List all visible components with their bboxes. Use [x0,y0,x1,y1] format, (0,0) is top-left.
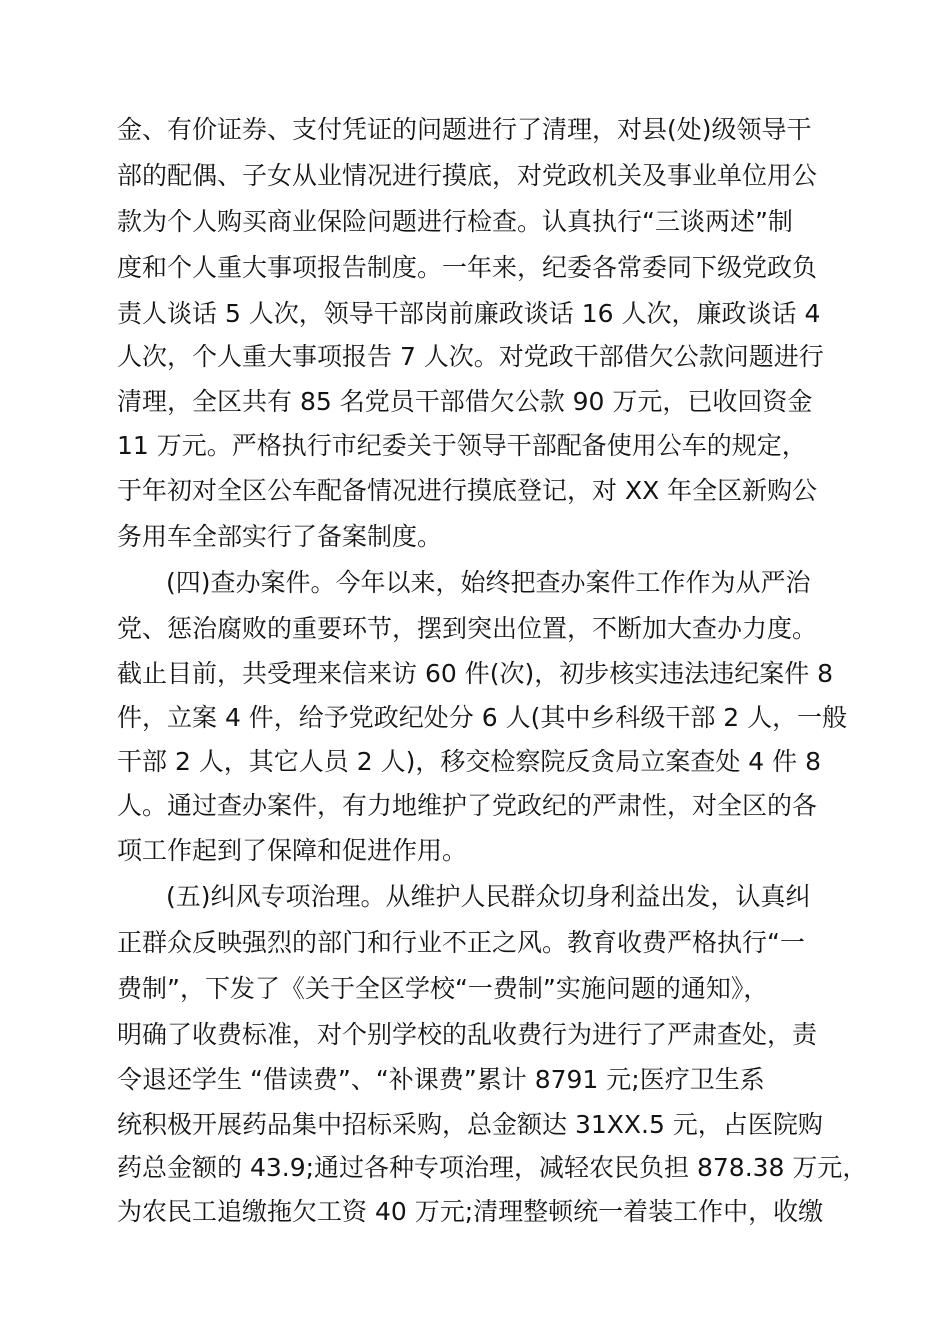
text-line: 正群众反映强烈的部门和行业不正之风。教育收费严格执行“一 [117,928,805,957]
text-line: 费制”，下发了《关于全区学校“一费制”实施问题的通知》， [117,974,769,1003]
text-line: 件，立案 4 件，给予党政纪处分 6 人(其中乡科级干部 2 人，一般 [117,703,848,732]
text-line: 党、惩治腐败的重要环节，摆到突出位置，不断加大查办力度。 [117,614,818,643]
section-heading-line: (四)查办案件。今年以来，始终把查办案件工作作为从严治 [166,568,811,597]
text-line: 项工作起到了保障和促进作用。 [117,836,468,865]
text-line: 11 万元。严格执行市纪委关于领导干部配备使用公车的规定， [117,431,807,460]
text-line: 药总金额的 43.9;通过各种专项治理，减轻农民负担 878.38 万元， [117,1153,868,1182]
text-line: 明确了收费标准，对个别学校的乱收费行为进行了严肃查处，责 [117,1020,818,1049]
text-line: 清理，全区共有 85 名党员干部借欠公款 90 万元，已收回资金 [117,387,813,416]
text-line: 人。通过查办案件，有力地维护了党政纪的严肃性，对全区的各 [117,791,818,820]
text-line: 款为个人购买商业保险问题进行检查。认真执行“三谈两述”制 [117,207,793,236]
text-line: 令退还学生 “借读费”、“补课费”累计 8791 元;医疗卫生系 [117,1065,765,1094]
text-line: 部的配偶、子女从业情况进行摸底，对党政机关及事业单位用公 [117,161,818,190]
text-line: 截止目前，共受理来信来访 60 件(次)，初步核实违法违纪案件 8 [117,659,834,688]
text-line: 务用车全部实行了备案制度。 [117,522,443,551]
text-line: 统积极开展药品集中招标采购，总金额达 31XX.5 元，占医院购 [117,1110,823,1139]
text-line: 为农民工追缴拖欠工资 40 万元;清理整顿统一着装工作中，收缴 [117,1197,824,1226]
section-heading-line: (五)纠风专项治理。从维护人民群众切身利益出发，认真纠 [166,882,811,911]
text-line: 责人谈话 5 人次，领导干部岗前廉政谈话 16 人次，廉政谈话 4 [117,299,821,328]
text-line: 金、有价证券、支付凭证的问题进行了清理，对县(处)级领导干 [117,115,812,144]
text-line: 于年初对全区公车配备情况进行摸底登记，对 XX 年全区新购公 [117,476,818,505]
text-line: 干部 2 人，其它人员 2 人)，移交检察院反贪局立案查处 4 件 8 [117,747,822,776]
text-line: 度和个人重大事项报告制度。一年来，纪委各常委同下级党政负 [117,253,818,282]
text-line: 人次，个人重大事项报告 7 人次。对党政干部借欠公款问题进行 [117,342,824,371]
